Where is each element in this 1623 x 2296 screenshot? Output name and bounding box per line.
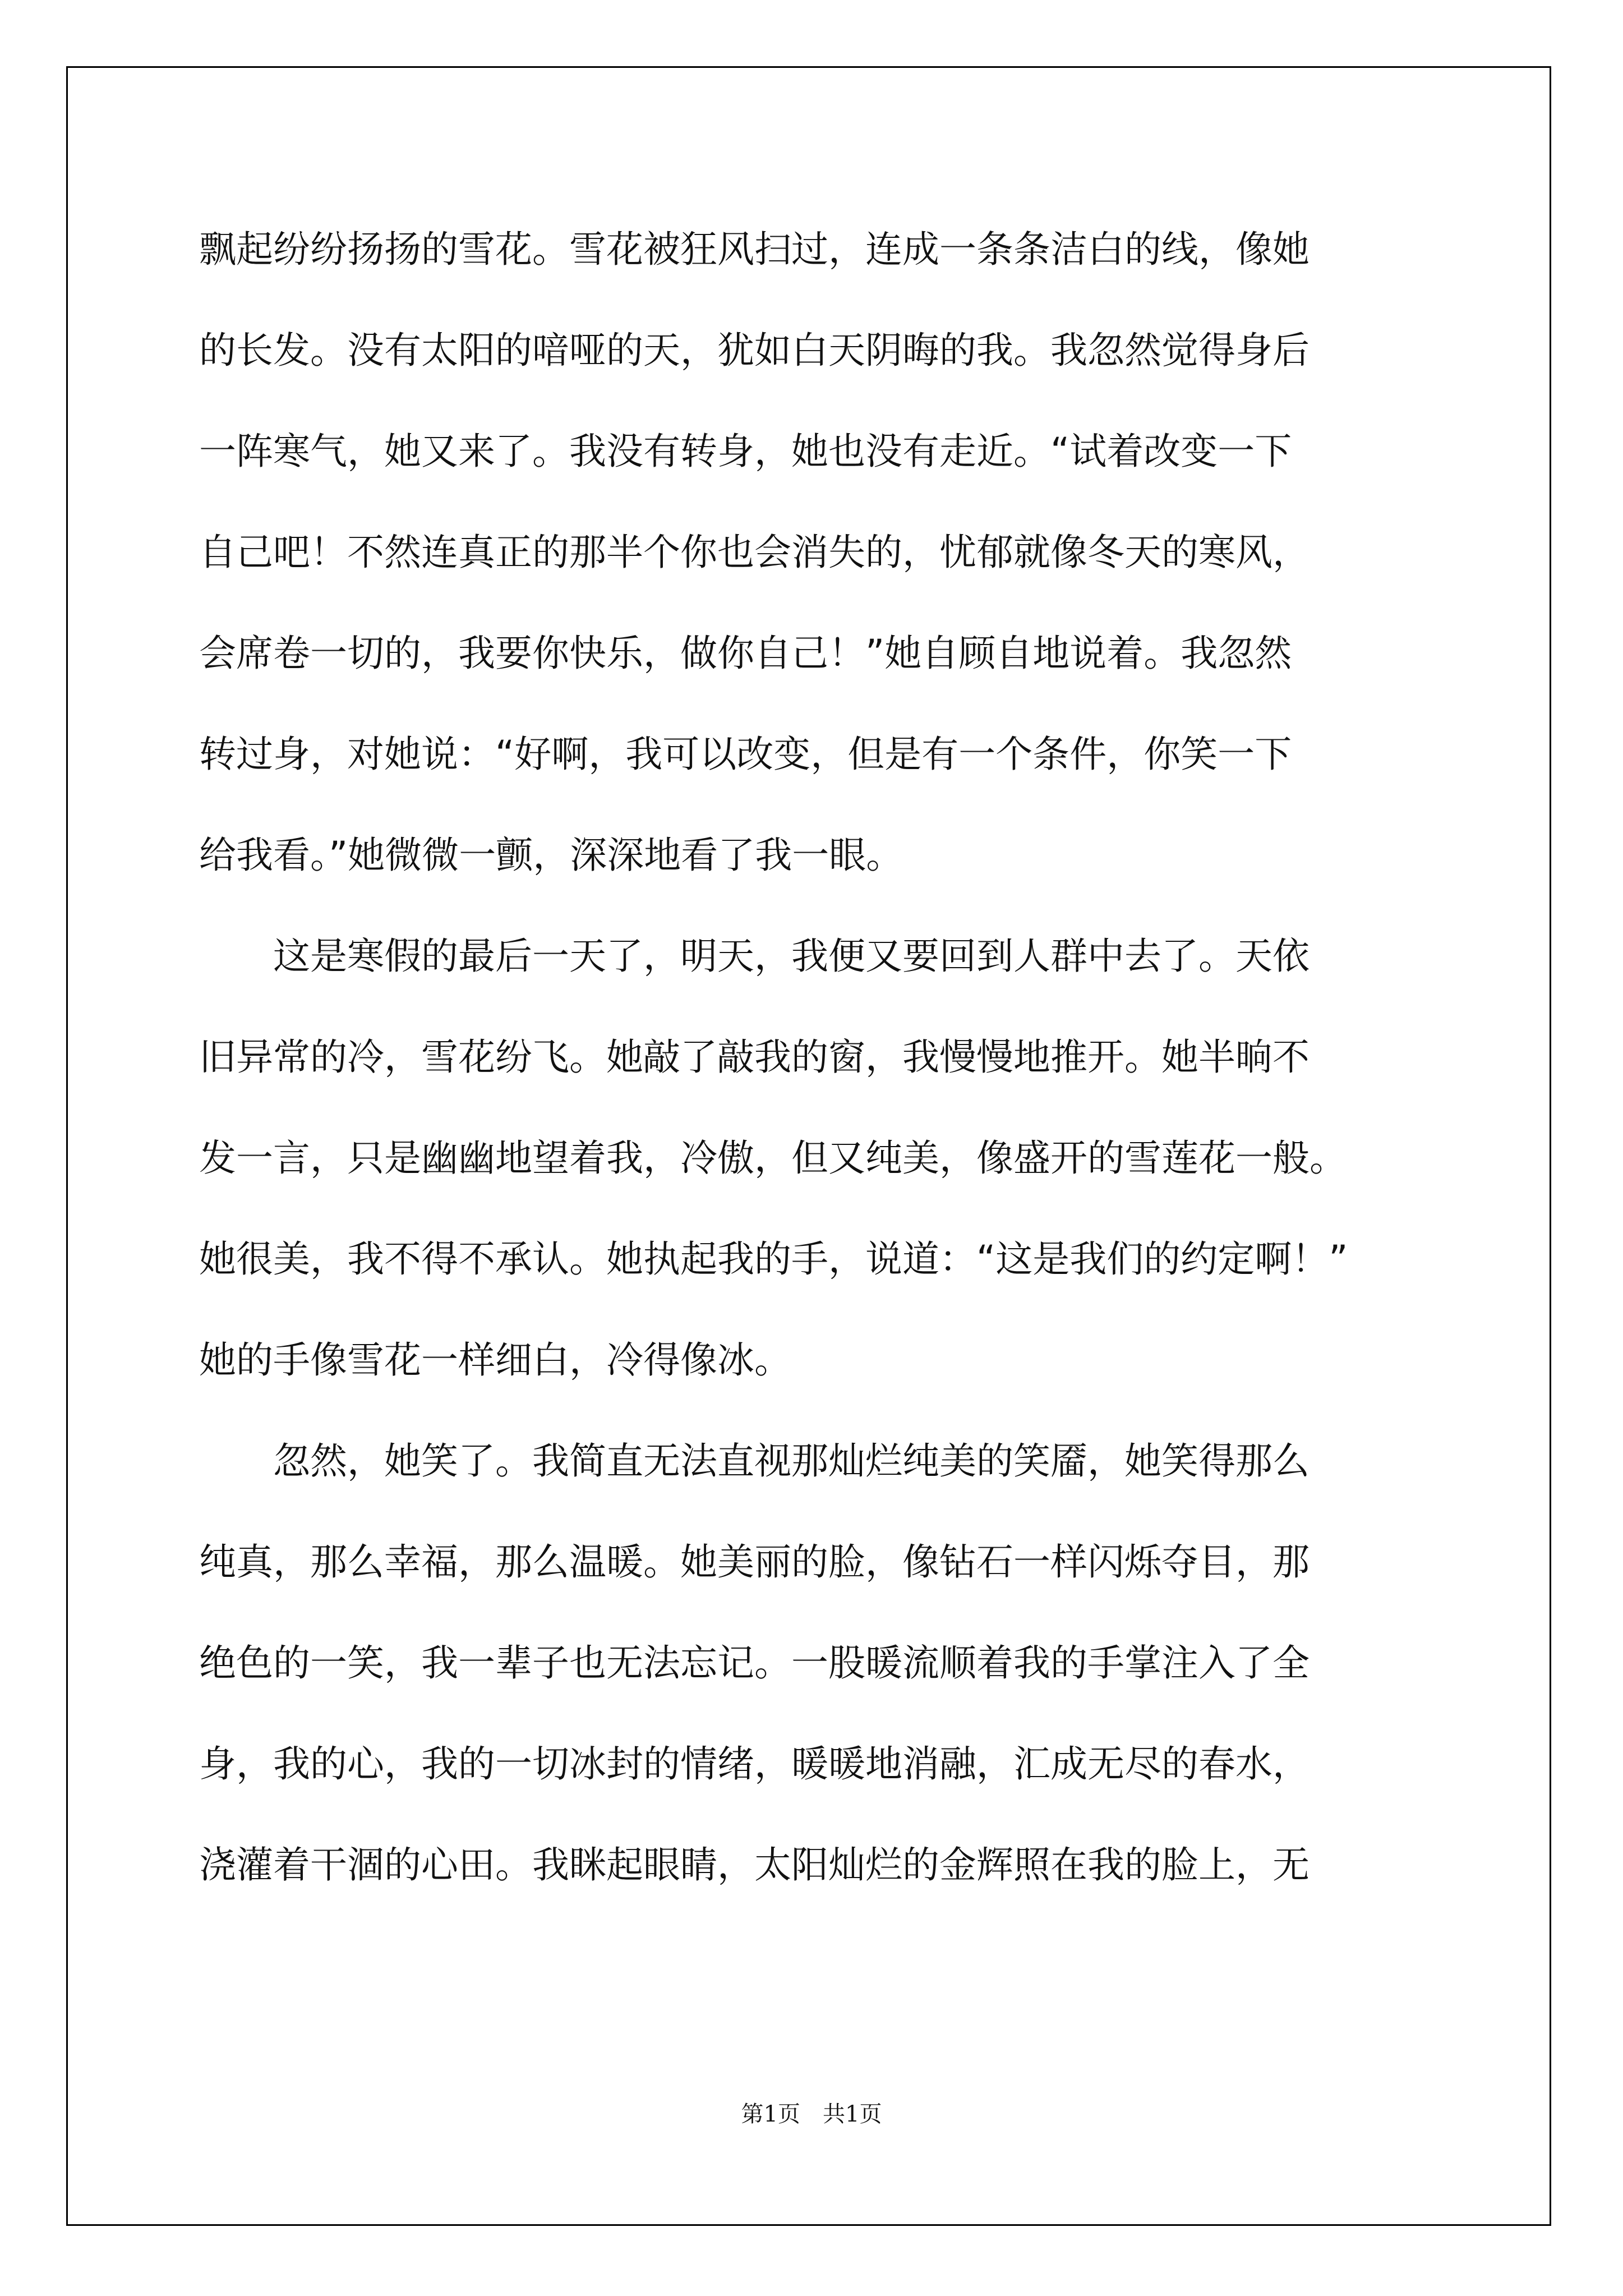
text-line-16: 身，我的心，我的一切冰封的情绪，暖暖地消融，汇成无尽的春水， (199, 1742, 1310, 1786)
text-line-13: 忽然，她笑了。我简直无法直视那灿烂纯美的笑靥，她笑得那么 (199, 1439, 1310, 1483)
text-line-5: 会席卷一切的，我要你快乐，做你自己！”她自顾自地说着。我忽然 (199, 632, 1292, 675)
text-line-9: 旧异常的冷，雪花纷飞。她敲了敲我的窗，我慢慢地推开。她半晌不 (199, 1036, 1310, 1079)
text-line-17: 浇灌着干涸的心田。我眯起眼睛，太阳灿烂的金辉照在我的脸上，无 (199, 1843, 1310, 1887)
text-line-6: 转过身，对她说：“好啊，我可以改变，但是有一个条件，你笑一下 (199, 733, 1292, 776)
text-line-10: 发一言，只是幽幽地望着我，冷傲，但又纯美，像盛开的雪莲花一般。 (199, 1137, 1347, 1180)
text-line-4: 自己吧！不然连真正的那半个你也会消失的，忧郁就像冬天的寒风， (199, 531, 1310, 574)
text-line-3: 一阵寒气，她又来了。我没有转身，她也没有走近。“试着改变一下 (199, 430, 1292, 473)
page-number-footer: 第1页 共1页 (741, 2101, 882, 2127)
text-line-11: 她很美，我不得不承认。她执起我的手，说道：“这是我们的约定啊！” (199, 1237, 1348, 1281)
text-line-1: 飘起纷纷扬扬的雪花。雪花被狂风扫过，连成一条条洁白的线，像她 (199, 228, 1310, 271)
text-line-8: 这是寒假的最后一天了，明天，我便又要回到人群中去了。天依 (199, 935, 1310, 978)
text-line-2: 的长发。没有太阳的喑哑的天，犹如白天阴晦的我。我忽然觉得身后 (199, 329, 1310, 372)
text-line-7: 给我看。”她微微一颤，深深地看了我一眼。 (199, 834, 903, 877)
text-line-15: 绝色的一笑，我一辈子也无法忘记。一股暖流顺着我的手掌注入了全 (199, 1641, 1310, 1685)
text-line-14: 纯真，那么幸福，那么温暖。她美丽的脸，像钻石一样闪烁夺目，那 (199, 1540, 1310, 1584)
text-line-12: 她的手像雪花一样细白，冷得像冰。 (199, 1338, 791, 1382)
